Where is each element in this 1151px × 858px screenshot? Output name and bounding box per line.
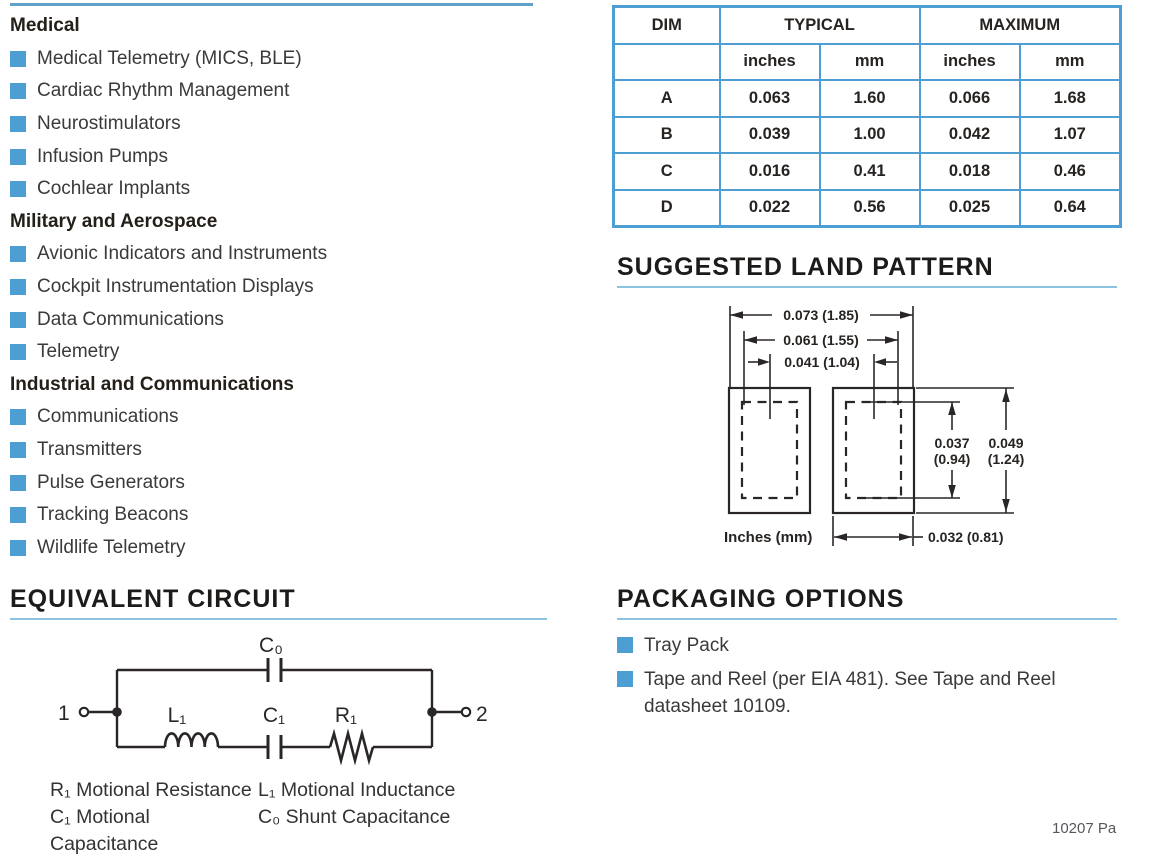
list-item xyxy=(10,532,547,565)
applications-list xyxy=(10,10,547,564)
list-item-label: Cardiac Rhythm Management xyxy=(37,80,290,102)
c0-label: C₀ xyxy=(259,634,283,657)
dim-pad-height-label: 0.049 xyxy=(988,435,1024,451)
dim-overall-width-label: 0.073 (1.85) xyxy=(783,307,859,323)
equivalent-circuit-section xyxy=(10,586,547,620)
bullet-square-icon xyxy=(10,312,26,328)
legend-r1: R₁ Motional Resistance xyxy=(50,779,252,801)
unit-header: mm xyxy=(820,44,920,81)
list-item xyxy=(10,75,547,108)
table-cell: 0.64 xyxy=(1020,190,1121,227)
list-item xyxy=(10,499,547,532)
left-column-top-rule xyxy=(10,3,533,6)
bullet-square-icon xyxy=(617,671,633,687)
terminal-2-node xyxy=(462,708,470,716)
group-heading-industrial-communications: Industrial and Communications xyxy=(10,373,294,395)
terminal-2-label: 2 xyxy=(476,703,488,726)
packaging-item-label: Tape and Reel (per EIA 481). See Tape and Reel datasheet 10109. xyxy=(644,669,1056,717)
equivalent-circuit-diagram xyxy=(40,630,490,772)
table-cell: 0.042 xyxy=(920,117,1020,154)
list-item xyxy=(10,238,547,271)
land-pattern-title: SUGGESTED LAND PATTERN xyxy=(617,253,994,281)
table-cell: 0.018 xyxy=(920,153,1020,190)
list-item-label: Pulse Generators xyxy=(37,471,185,493)
dim-pad-width-label: 0.032 (0.81) xyxy=(928,529,1004,545)
list-item-label: Avionic Indicators and Instruments xyxy=(37,243,328,265)
dim-inner-width-label: 0.061 (1.55) xyxy=(783,332,859,348)
list-item-label: Tracking Beacons xyxy=(37,504,189,526)
list-item-label: Data Communications xyxy=(37,308,224,330)
bullet-square-icon xyxy=(10,442,26,458)
list-item-label: Wildlife Telemetry xyxy=(37,536,186,558)
list-item-label: Medical Telemetry (MICS, BLE) xyxy=(37,47,302,69)
bullet-square-icon xyxy=(10,344,26,360)
table-cell: 0.025 xyxy=(920,190,1020,227)
table-cell: 0.46 xyxy=(1020,153,1121,190)
bullet-square-icon xyxy=(10,475,26,491)
bullet-square-icon xyxy=(10,507,26,523)
legend-c0: C₀ Shunt Capacitance xyxy=(258,806,451,828)
packaging-options-section xyxy=(617,586,1117,727)
r1-label: R₁ xyxy=(334,704,358,727)
packaging-item-label: Tray Pack xyxy=(644,635,729,656)
bullet-square-icon xyxy=(10,116,26,132)
dim-letter: A xyxy=(614,80,720,117)
list-item-label: Cockpit Instrumentation Displays xyxy=(37,276,314,298)
table-row xyxy=(614,153,1121,190)
table-cell: 0.022 xyxy=(720,190,820,227)
group-heading-medical: Medical xyxy=(10,15,80,37)
dim-letter: C xyxy=(614,153,720,190)
packaging-options-list xyxy=(617,620,1117,720)
bullet-square-icon xyxy=(10,540,26,556)
junction-dot xyxy=(112,707,122,717)
legend-l1: L₁ Motional Inductance xyxy=(258,779,456,801)
land-pattern-title-rule xyxy=(617,286,1117,288)
list-item xyxy=(10,401,547,434)
table-cell: 0.039 xyxy=(720,117,820,154)
equivalent-circuit-title: EQUIVALENT CIRCUIT xyxy=(10,585,296,613)
list-item xyxy=(10,173,547,206)
extension-lines xyxy=(730,306,1014,546)
unit-header: inches xyxy=(720,44,820,81)
dim-letter: B xyxy=(614,117,720,154)
bullet-square-icon xyxy=(617,637,633,653)
terminal-1-node xyxy=(80,708,88,716)
bullet-square-icon xyxy=(10,83,26,99)
table-cell: 0.41 xyxy=(820,153,920,190)
list-item xyxy=(10,271,547,304)
equivalent-circuit-title-rule xyxy=(10,618,547,620)
land-pattern-section xyxy=(617,254,1117,288)
doc-number-partial: 10207 Pa xyxy=(1052,820,1117,837)
dim-inner-height-mm-label: (0.94) xyxy=(933,451,971,467)
bullet-square-icon xyxy=(10,181,26,197)
table-cell: 0.063 xyxy=(720,80,820,117)
list-item-label: Infusion Pumps xyxy=(37,145,168,167)
land-pattern-diagram xyxy=(650,296,1120,558)
land-pads xyxy=(729,388,914,513)
bullet-square-icon xyxy=(10,409,26,425)
unit-header: mm xyxy=(1020,44,1121,81)
units-label: Inches (mm) xyxy=(724,529,813,546)
dimensions-table-container xyxy=(612,5,1122,228)
list-item-label: Transmitters xyxy=(37,439,142,461)
table-cell: 0.56 xyxy=(820,190,920,227)
list-item-label: Neurostimulators xyxy=(37,113,181,135)
list-item xyxy=(10,140,547,173)
dim-pad-pitch-label: 0.041 (1.04) xyxy=(784,354,860,370)
list-item xyxy=(10,303,547,336)
col-header-maximum: MAXIMUM xyxy=(920,7,1121,44)
c1-label: C₁ xyxy=(262,704,286,727)
list-item xyxy=(10,108,547,141)
table-cell: 1.68 xyxy=(1020,80,1121,117)
table-cell: 1.60 xyxy=(820,80,920,117)
table-cell: 1.07 xyxy=(1020,117,1121,154)
table-row xyxy=(614,117,1121,154)
circuit-legend xyxy=(50,777,500,858)
dim-letter: D xyxy=(614,190,720,227)
bullet-square-icon xyxy=(10,149,26,165)
table-row xyxy=(614,190,1121,227)
list-item xyxy=(617,666,1117,720)
dim-pad-height-mm-label: (1.24) xyxy=(987,451,1025,467)
list-item-label: Communications xyxy=(37,406,179,428)
list-item xyxy=(10,466,547,499)
list-item xyxy=(10,43,547,76)
list-item xyxy=(10,336,547,369)
inductor-coil-symbol xyxy=(165,733,218,747)
group-heading-military-aerospace: Military and Aerospace xyxy=(10,210,218,232)
l1-label: L₁ xyxy=(167,704,187,727)
packaging-options-title: PACKAGING OPTIONS xyxy=(617,585,905,613)
table-row xyxy=(614,80,1121,117)
table-cell: 0.066 xyxy=(920,80,1020,117)
list-item xyxy=(10,434,547,467)
junction-dot xyxy=(427,707,437,717)
bullet-square-icon xyxy=(10,246,26,262)
col-header-dim: DIM xyxy=(614,7,720,44)
resistor-zigzag-symbol xyxy=(330,734,373,761)
legend-c1: C₁ Motional Capacitance xyxy=(50,806,159,855)
dimensions-table xyxy=(612,5,1122,228)
dimension-arrowheads xyxy=(730,311,1010,541)
dim-inner-height-label: 0.037 xyxy=(934,435,970,451)
list-item xyxy=(617,632,1117,659)
col-header-typical: TYPICAL xyxy=(720,7,920,44)
list-item-label: Cochlear Implants xyxy=(37,178,191,200)
bullet-square-icon xyxy=(10,51,26,67)
terminal-1-label: 1 xyxy=(58,702,70,725)
list-item-label: Telemetry xyxy=(37,341,120,363)
table-cell: 1.00 xyxy=(820,117,920,154)
unit-header: inches xyxy=(920,44,1020,81)
bullet-square-icon xyxy=(10,279,26,295)
table-cell: 0.016 xyxy=(720,153,820,190)
col-header-blank xyxy=(614,44,720,81)
